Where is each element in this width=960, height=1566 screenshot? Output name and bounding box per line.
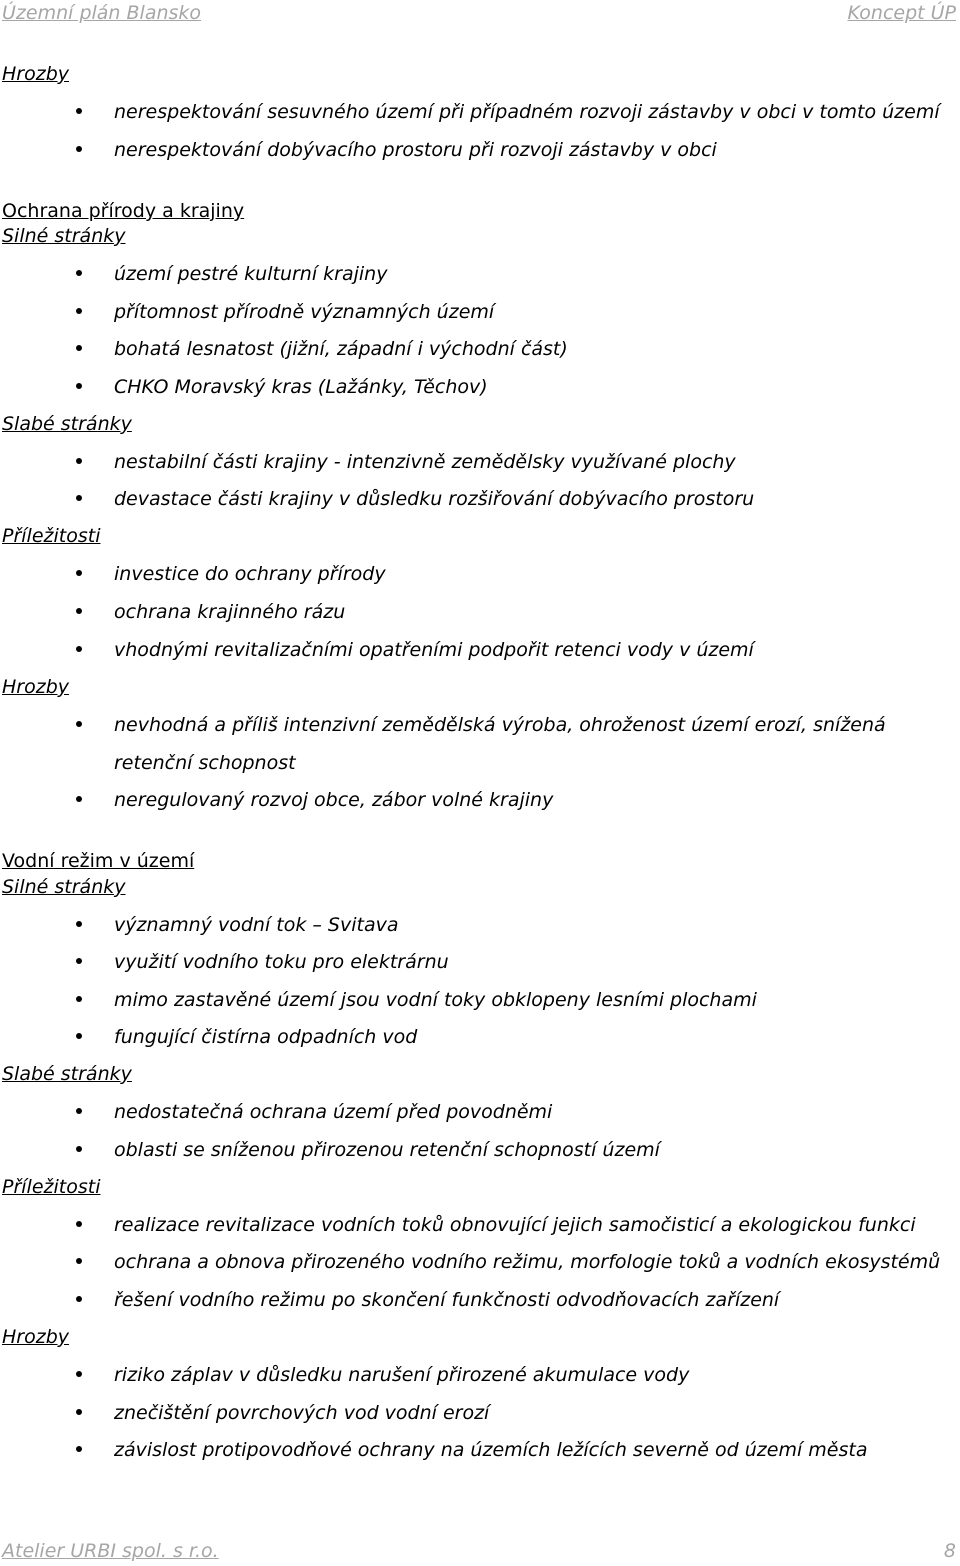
list-item: nerespektování dobývacího prostoru při rozvoji zástavby v obci bbox=[114, 131, 954, 169]
list-item: nestabilní části krajiny - intenzivně zemědělsky využívané plochy bbox=[114, 443, 954, 481]
list-item: riziko záplav v důsledku narušení přirozené akumulace vody bbox=[114, 1356, 954, 1394]
list-item: bohatá lesnatost (jižní, západní i východní část) bbox=[114, 330, 954, 368]
header-document-stage: Koncept ÚP bbox=[847, 2, 956, 24]
list-item: oblasti se sníženou přirozenou retenční schopností území bbox=[114, 1131, 954, 1169]
list-item: neregulovaný rozvoj obce, zábor volné krajiny bbox=[114, 781, 954, 819]
list-item: investice do ochrany přírody bbox=[114, 555, 954, 593]
list-item: významný vodní tok – Svitava bbox=[114, 906, 954, 944]
list-item: vhodnými revitalizačními opatřeními podpořit retenci vody v území bbox=[114, 631, 954, 669]
heading-hrozby: Hrozby bbox=[2, 63, 70, 85]
heading-slabe-stranky: Slabé stránky bbox=[2, 1063, 132, 1085]
footer-company: Atelier URBI spol. s r.o. bbox=[2, 1540, 219, 1562]
page-footer bbox=[0, 1540, 960, 1566]
list-item: přítomnost přírodně významných území bbox=[114, 293, 954, 331]
heading-prilezitosti: Příležitosti bbox=[2, 1176, 101, 1198]
heading-prilezitosti: Příležitosti bbox=[2, 525, 101, 547]
section-title-water: Vodní režim v území bbox=[2, 850, 195, 872]
list-item: devastace části krajiny v důsledku rozšiřování dobývacího prostoru bbox=[114, 480, 954, 518]
list-item: mimo zastavěné území jsou vodní toky obklopeny lesními plochami bbox=[114, 981, 954, 1019]
list-item: využití vodního toku pro elektrárnu bbox=[114, 943, 954, 981]
list-item: území pestré kulturní krajiny bbox=[114, 255, 954, 293]
list-item: nedostatečná ochrana území před povodněmi bbox=[114, 1093, 954, 1131]
list-item: závislost protipovodňové ochrany na územích ležících severně od území města bbox=[114, 1431, 954, 1469]
list-item: řešení vodního režimu po skončení funkčnosti odvodňovacích zařízení bbox=[114, 1281, 954, 1319]
list-item: ochrana a obnova přirozeného vodního režimu, morfologie toků a vodních ekosystémů bbox=[114, 1243, 954, 1281]
header-document-title: Územní plán Blansko bbox=[2, 2, 202, 24]
heading-silne-stranky: Silné stránky bbox=[2, 225, 126, 247]
list-item: realizace revitalizace vodních toků obnovující jejich samočisticí a ekologickou funkci bbox=[114, 1206, 954, 1244]
list-item: znečištění povrchových vod vodní erozí bbox=[114, 1394, 954, 1432]
heading-silne-stranky: Silné stránky bbox=[2, 876, 126, 898]
section-title-nature: Ochrana přírody a krajiny bbox=[2, 200, 245, 222]
heading-hrozby: Hrozby bbox=[2, 1326, 70, 1348]
page-number: 8 bbox=[943, 1540, 956, 1562]
list-item: nevhodná a příliš intenzivní zemědělská výroba, ohroženost území erozí, snížená retenční schopnost bbox=[114, 706, 944, 782]
list-item: fungující čistírna odpadních vod bbox=[114, 1018, 954, 1056]
list-item: ochrana krajinného rázu bbox=[114, 593, 954, 631]
heading-hrozby: Hrozby bbox=[2, 676, 70, 698]
list-item: CHKO Moravský kras (Lažánky, Těchov) bbox=[114, 368, 954, 406]
list-item: nerespektování sesuvného území při případném rozvoji zástavby v obci v tomto území bbox=[114, 93, 954, 131]
heading-slabe-stranky: Slabé stránky bbox=[2, 413, 132, 435]
page-header bbox=[0, 2, 960, 28]
